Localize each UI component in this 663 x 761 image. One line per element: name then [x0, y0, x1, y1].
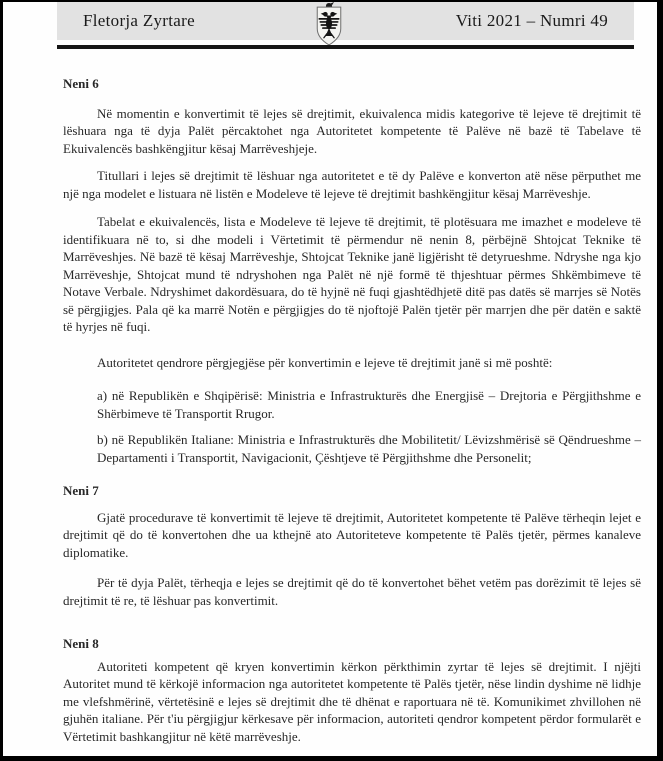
list-item-a: a) në Republikën e Shqipërisë: Ministria e Infrastrukturës dhe Energjisë – Drejtoria e Përgjithshme e Shërbimeve të Transportit Rrugor. — [97, 388, 641, 421]
document-body — [63, 49, 641, 745]
albanian-eagle-emblem-icon — [312, 2, 346, 46]
list-item-b: b) në Republikën Italiane: Ministria e Infrastrukturës dhe Mobilitetit/ Lëvizshmërisë së Qëndrueshme – Departamenti i Transportit, Navigacionit, Çështjeve të Përgjithshme dhe Personelit; — [97, 432, 641, 465]
gazette-header — [57, 2, 634, 40]
gazette-title: Fletorja Zyrtare — [83, 11, 195, 30]
paragraph: Autoriteti kompetent që kryen konvertimin kërkon përkthimin zyrtar të lejes së drejtimit. I njëjti Autoritet mund të kërkojë informacion nga autoritetet kompetente të Palës tjetër, nëse lindin dyshime në lidhje me vlefshmërinë, vërtetësinë e lejes së drejtimit dhe të dhënat e raportuara në të. Komunikimet zhvillohen në gjuhën italiane. Për t'iu përgjigjur kërkesave për informacion, autoriteti qendror kompetent përdor formularët e Vërtetimit bashkangjitur në këtë marrëveshje. — [63, 658, 641, 744]
paragraph: Autoritetet qendrore përgjegjëse për konvertimin e lejeve të drejtimit janë si më poshtë: — [97, 354, 553, 370]
paragraph: Tabelat e ekuivalencës, lista e Modeleve të lejeve të drejtimit, të plotësuara me imazhet e modeleve të identifikuara në to, si dhe modeli i Vërtetimit të përmendur në nenin 8, përbëjnë Shtojcat Teknike të Marrëveshjes. Në bazë të kësaj Marrëveshje, Shtojcat Teknike janë ligjërisht të detyrueshme. Ndryshe nga kjo Marrëveshje, Shtojcat mund të ndryshohen nga Palët në një formë të thjeshtuar përmes Shkëmbimeve të Notave Verbale. Ndryshimet dakordësuara, do të hyjnë në fuqi gjashtëdhjetë ditë pas datës së marrjes së Notës së përgjigjes. Pala që ka marrë Notën e përgjigjes do të njoftojë Palën tjetër për marrjen dhe për datën e saktë të hyrjes në fuqi. — [63, 214, 641, 334]
section-heading-neni-7: Neni 7 — [63, 483, 99, 498]
section-heading-neni-6: Neni 6 — [63, 76, 99, 91]
paragraph: Për të dyja Palët, tërheqja e lejes se drejtimit që do të konvertohet bëhet vetëm pas dorëzimit të lejes së drejtimit të re, të lëshuar pas konvertimit. — [63, 575, 641, 608]
issue-info: Viti 2021 – Numri 49 — [455, 11, 608, 30]
paragraph: Në momentin e konvertimit të lejes së drejtimit, ekuivalenca midis kategorive të lejeve të drejtimit të lëshuara nga të dyja Palët përcaktohet nga Autoritetet kompetente të Palëve në bazë të Tabelave të Ekuivalencës bashkëngjitur kësaj Marrëveshjeje. — [63, 105, 641, 156]
section-heading-neni-8: Neni 8 — [63, 636, 99, 651]
paragraph: Titullari i lejes së drejtimit të lëshuar nga autoritetet e të dy Palëve e konverton atë nëse përputhet me një nga modelet e listuara në listën e Modeleve të lejeve të drejtimit bashkëngjitur kësaj Marrëveshje. — [63, 168, 641, 201]
paragraph: Gjatë procedurave të konvertimit të lejeve të drejtimit, Autoritetet kompetente të Palëve tërheqin lejet e drejtimit që do të konvertohen dhe ua kthejnë ato Autoriteteve kompetente të Palës tjetër, përmes kanaleve diplomatike. — [63, 509, 641, 560]
